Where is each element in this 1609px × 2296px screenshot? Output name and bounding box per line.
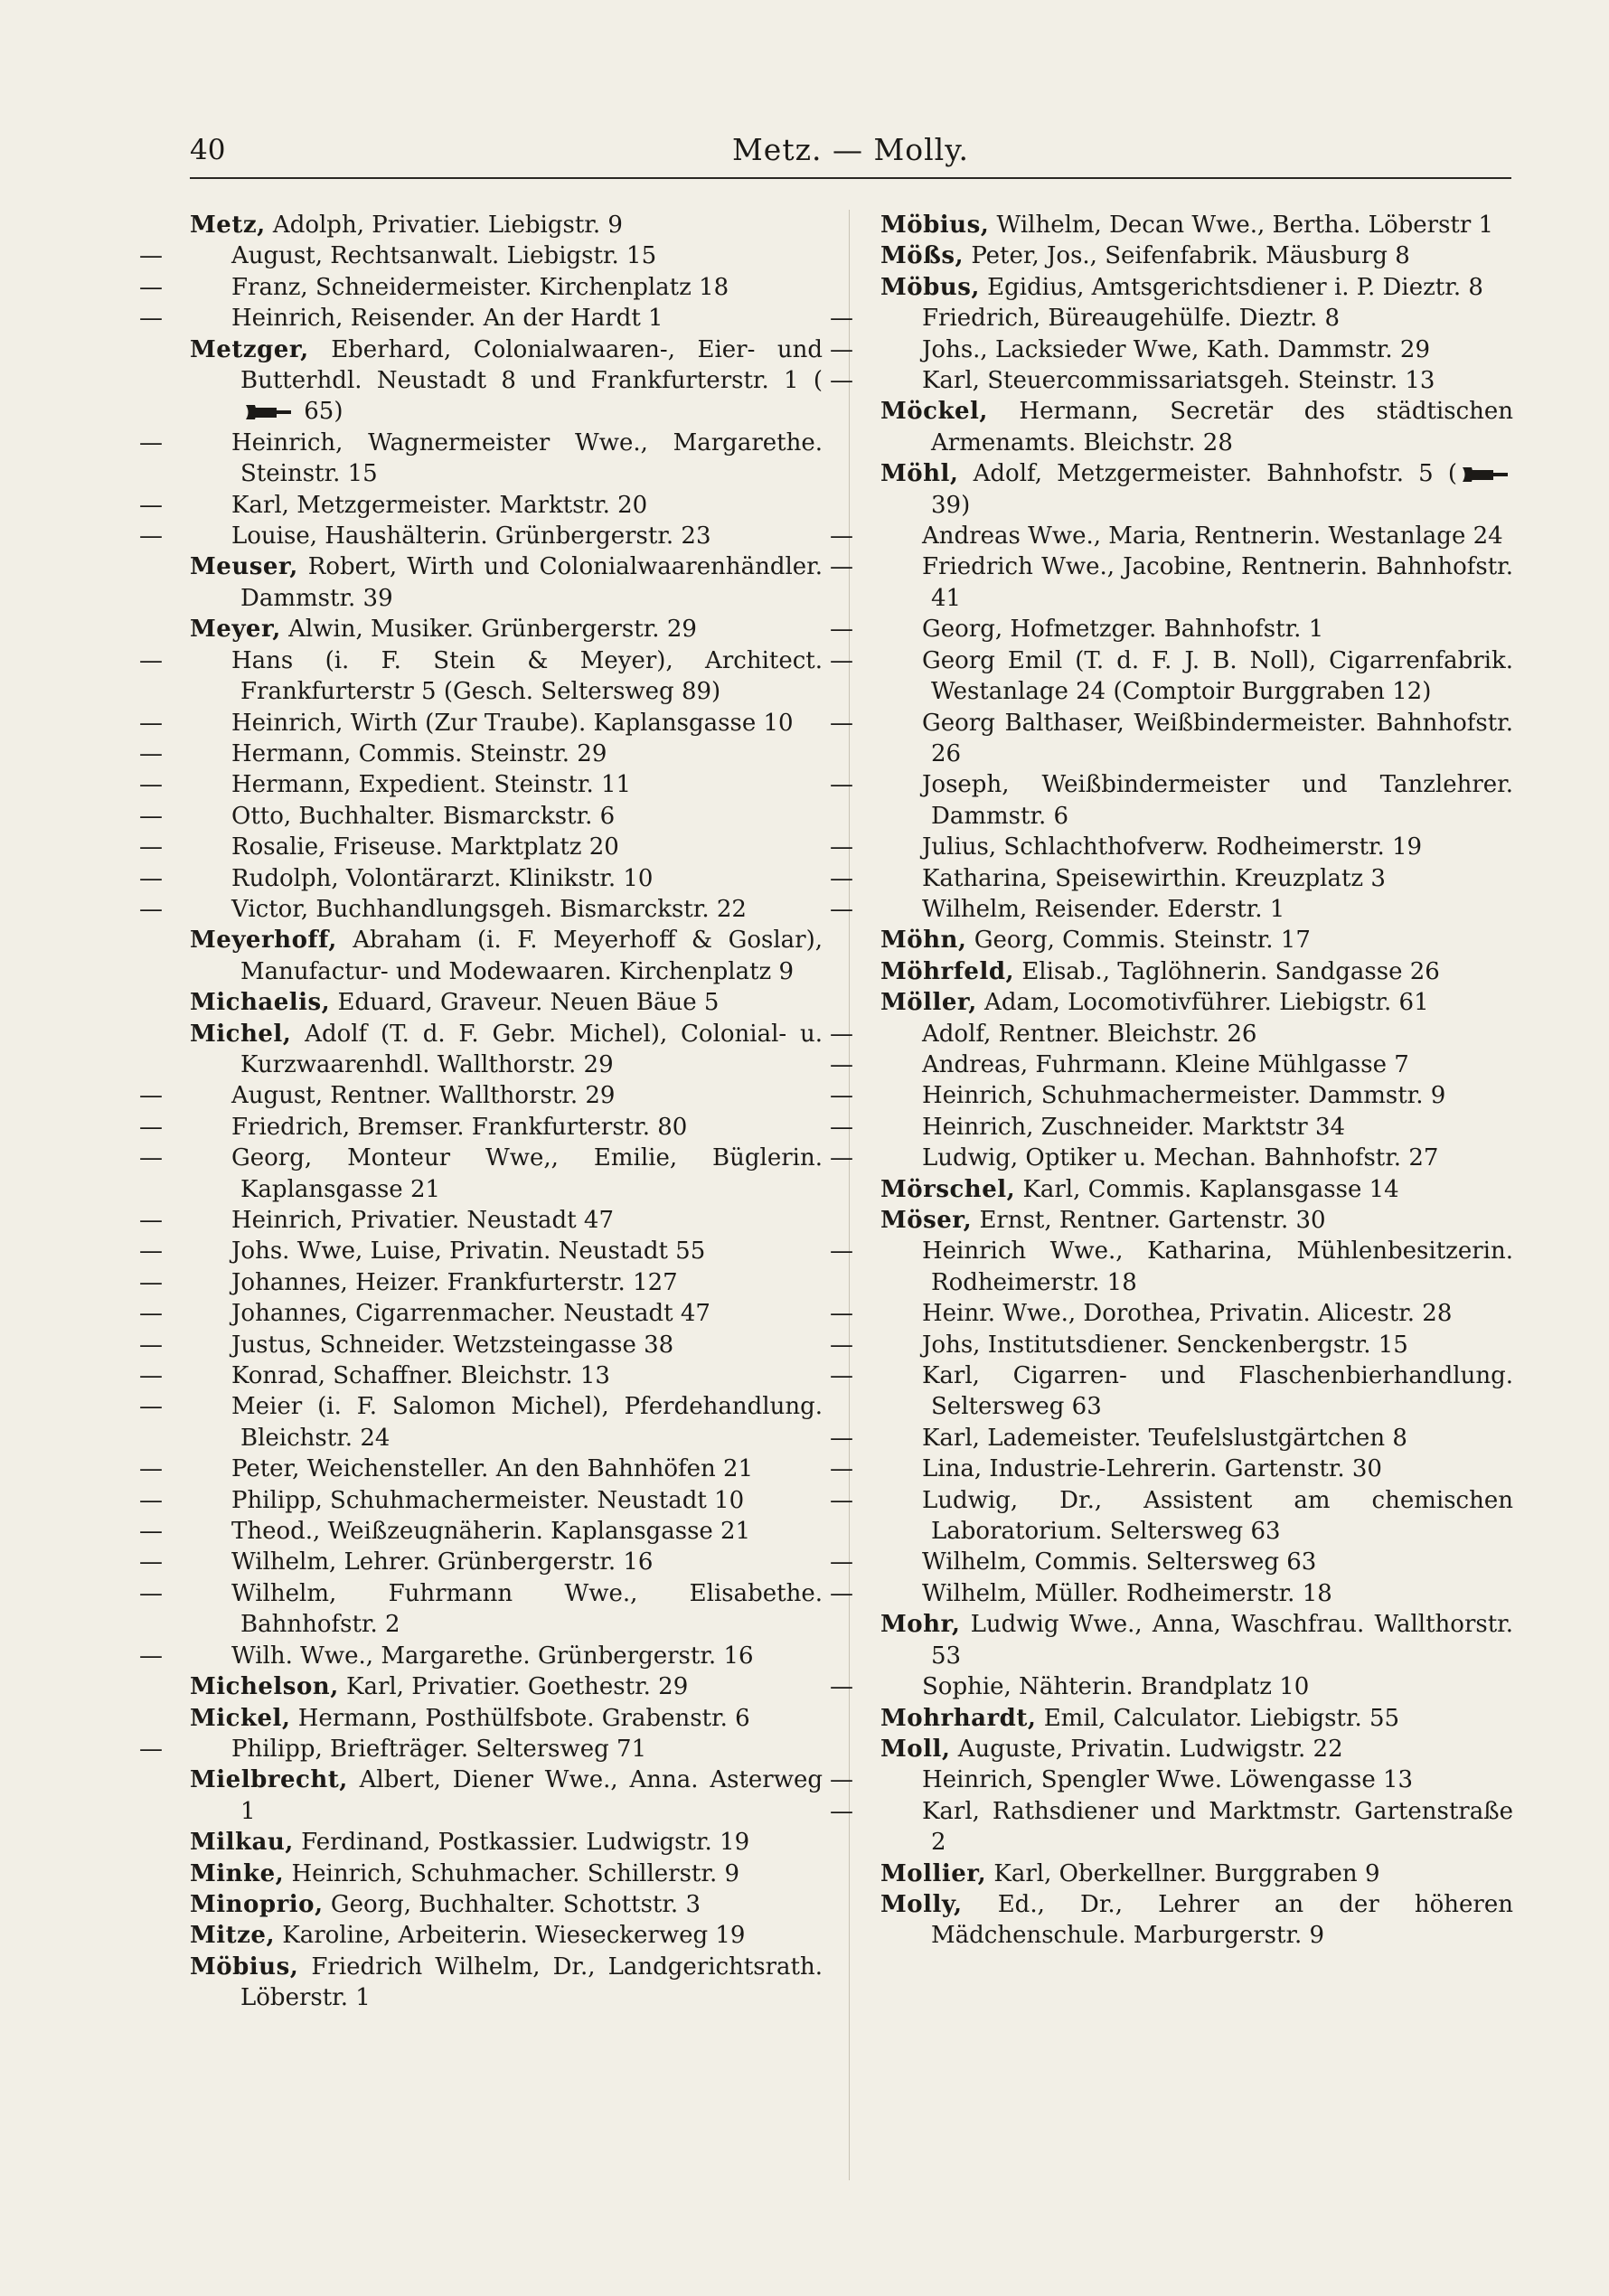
entry-text: Louise, Haushälterin. Grünbergerstr. 23 bbox=[231, 522, 711, 550]
directory-subentry bbox=[830, 365, 1513, 396]
directory-subentry bbox=[830, 645, 1513, 708]
directory-subentry bbox=[830, 832, 1513, 862]
entry-text: Meier (i. F. Salomon Michel), Pferdehandlung. Bleichstr. 24 bbox=[231, 1393, 823, 1452]
entry-text: Rudolph, Volontärarzt. Klinikstr. 10 bbox=[231, 864, 654, 892]
entry-text: Georg, Commis. Steinstr. 17 bbox=[974, 927, 1311, 955]
directory-subentry bbox=[830, 769, 1513, 832]
surname: Möser, bbox=[880, 1207, 973, 1234]
ditto-dash: — bbox=[139, 1455, 163, 1483]
column-divider bbox=[849, 210, 850, 2180]
surname: Möbius, bbox=[880, 212, 990, 239]
directory-subentry bbox=[830, 1236, 1513, 1298]
surname: Mitze, bbox=[190, 1922, 276, 1950]
left-column bbox=[139, 210, 823, 2014]
directory-subentry bbox=[830, 521, 1513, 551]
ditto-dash: — bbox=[139, 1486, 163, 1514]
entry-text: Peter, Weichensteller. An den Bahnhöfen 21 bbox=[231, 1455, 754, 1483]
directory-entry bbox=[880, 272, 1513, 303]
entry-text: Karl, Commis. Kaplansgasse 14 bbox=[1022, 1175, 1399, 1203]
entry-text: Karl, Lademeister. Teufelslustgärtchen 8 bbox=[922, 1424, 1407, 1452]
ditto-dash: — bbox=[139, 833, 163, 861]
entry-text: Johannes, Heizer. Frankfurterstr. 127 bbox=[231, 1268, 678, 1296]
entry-text: Wilhelm, Lehrer. Grünbergerstr. 16 bbox=[231, 1548, 654, 1576]
surname: Mohr, bbox=[880, 1611, 961, 1639]
directory-entry bbox=[190, 334, 823, 428]
entry-text: Johannes, Cigarrenmacher. Neustadt 47 bbox=[231, 1300, 710, 1328]
ditto-dash: — bbox=[139, 242, 163, 270]
ditto-dash: — bbox=[830, 522, 853, 550]
surname: Michaelis, bbox=[190, 989, 331, 1017]
entry-text: Heinrich, Zuschneider. Marktstr 34 bbox=[922, 1113, 1346, 1141]
entry-text: Heinrich, Schuhmachermeister. Dammstr. 9 bbox=[922, 1082, 1446, 1110]
directory-subentry bbox=[139, 1391, 823, 1454]
ditto-dash: — bbox=[139, 646, 163, 674]
ditto-dash: — bbox=[139, 1207, 163, 1234]
directory-subentry bbox=[830, 334, 1513, 365]
ditto-dash: — bbox=[139, 1331, 163, 1359]
entry-text: Karl, Oberkellner. Burggraben 9 bbox=[993, 1859, 1380, 1887]
ditto-dash: — bbox=[830, 771, 853, 799]
directory-entry bbox=[190, 614, 823, 645]
entry-text: Albert, Diener Wwe., Anna. Asterweg 1 bbox=[240, 1766, 823, 1825]
entry-text: Ludwig, Optiker u. Mechan. Bahnhofstr. 27 bbox=[922, 1144, 1439, 1172]
entry-text: Johs. Wwe, Luise, Privatin. Neustadt 55 bbox=[231, 1237, 706, 1266]
directory-subentry bbox=[830, 1019, 1513, 1049]
entry-text: Karl, Privatier. Goethestr. 29 bbox=[346, 1673, 689, 1701]
directory-entry bbox=[880, 396, 1513, 458]
entry-text: Wilhelm, Müller. Rodheimerstr. 18 bbox=[922, 1579, 1332, 1607]
directory-subentry bbox=[139, 1641, 823, 1671]
entry-text: Franz, Schneidermeister. Kirchenplatz 18 bbox=[231, 273, 729, 301]
directory-entry bbox=[880, 1858, 1513, 1889]
directory-subentry bbox=[830, 708, 1513, 770]
entry-text: Heinrich, Spengler Wwe. Löwengasse 13 bbox=[922, 1766, 1414, 1794]
entry-text: Adam, Locomotivführer. Liebigstr. 61 bbox=[984, 989, 1429, 1017]
ditto-dash: — bbox=[830, 1766, 853, 1794]
entry-text: Wilhelm, Commis. Seltersweg 63 bbox=[922, 1548, 1317, 1576]
ditto-dash: — bbox=[830, 1020, 853, 1048]
directory-subentry bbox=[830, 614, 1513, 645]
ditto-dash: — bbox=[830, 1362, 853, 1390]
directory-subentry bbox=[139, 1485, 823, 1516]
directory-subentry bbox=[139, 801, 823, 832]
directory-subentry bbox=[830, 1049, 1513, 1080]
directory-subentry bbox=[139, 1112, 823, 1143]
surname: Mielbrecht, bbox=[190, 1766, 348, 1794]
surname: Molly, bbox=[880, 1890, 963, 1918]
ditto-dash: — bbox=[830, 1486, 853, 1514]
directory-entry bbox=[880, 458, 1513, 521]
directory-subentry bbox=[139, 1080, 823, 1111]
directory-subentry bbox=[830, 1454, 1513, 1484]
directory-subentry bbox=[830, 1143, 1513, 1173]
surname: Mollier, bbox=[880, 1859, 987, 1887]
entry-text: Friedrich, Bremser. Frankfurterstr. 80 bbox=[231, 1113, 688, 1141]
entry-text: Egidius, Amtsgerichtsdiener i. P. Dieztr. 8 bbox=[987, 273, 1483, 301]
entry-text: Hans (i. F. Stein & Meyer), Architect. Frankfurterstr 5 (Gesch. Seltersweg 89) bbox=[231, 646, 823, 706]
directory-subentry bbox=[139, 490, 823, 521]
surname: Möbus, bbox=[880, 273, 980, 301]
entry-text: Emil, Calculator. Liebigstr. 55 bbox=[1043, 1704, 1400, 1732]
ditto-dash: — bbox=[139, 771, 163, 799]
directory-subentry bbox=[830, 1764, 1513, 1795]
surname: Möhn, bbox=[880, 927, 967, 955]
entry-text: Friedrich, Büreaugehülfe. Dieztr. 8 bbox=[922, 305, 1341, 333]
entry-text: Heinrich, Schuhmacher. Schillerstr. 9 bbox=[291, 1859, 740, 1887]
entry-text: Elisab., Taglöhnerin. Sandgasse 26 bbox=[1021, 957, 1440, 985]
entry-text: Rosalie, Friseuse. Marktplatz 20 bbox=[231, 833, 619, 861]
directory-entry bbox=[880, 1889, 1513, 1952]
entry-text: Heinrich, Wagnermeister Wwe., Margarethe. Steinstr. 15 bbox=[231, 428, 823, 488]
ditto-dash: — bbox=[830, 833, 853, 861]
directory-entry bbox=[190, 1889, 823, 1920]
directory-subentry bbox=[830, 1298, 1513, 1329]
ditto-dash: — bbox=[139, 1362, 163, 1390]
directory-subentry bbox=[139, 1330, 823, 1360]
directory-subentry bbox=[139, 1578, 823, 1641]
ditto-dash: — bbox=[139, 1082, 163, 1110]
entry-text: Adolf (T. d. F. Gebr. Michel), Colonial- u. Kurzwaarenhdl. Wallthorstr. 29 bbox=[240, 1020, 823, 1078]
directory-subentry bbox=[830, 1796, 1513, 1858]
ditto-dash: — bbox=[139, 428, 163, 456]
directory-subentry bbox=[139, 272, 823, 303]
entry-text: Joseph, Weißbindermeister und Tanzlehrer. Dammstr. 6 bbox=[922, 771, 1513, 830]
ditto-dash: — bbox=[139, 864, 163, 892]
ditto-dash: — bbox=[830, 1797, 853, 1825]
surname: Minoprio, bbox=[190, 1890, 324, 1918]
ditto-dash: — bbox=[830, 1424, 853, 1452]
entry-text: Johs, Institutsdiener. Senckenbergstr. 15 bbox=[922, 1331, 1408, 1359]
directory-subentry bbox=[830, 551, 1513, 614]
ditto-dash: — bbox=[139, 1642, 163, 1670]
entry-text: Georg, Buchhalter. Schottstr. 3 bbox=[330, 1890, 701, 1918]
ditto-dash: — bbox=[139, 273, 163, 301]
directory-subentry bbox=[139, 1516, 823, 1547]
entry-text: Heinrich, Wirth (Zur Traube). Kaplansgasse 10 bbox=[231, 709, 794, 737]
entry-text: Wilhelm, Decan Wwe., Bertha. Löberstr 1 bbox=[996, 212, 1494, 239]
ditto-dash: — bbox=[139, 305, 163, 333]
ditto-dash: — bbox=[139, 1393, 163, 1421]
ditto-dash: — bbox=[139, 1113, 163, 1141]
directory-entry bbox=[190, 1827, 823, 1858]
entry-text: Wilh. Wwe., Margarethe. Grünbergerstr. 16 bbox=[231, 1642, 754, 1670]
ditto-dash: — bbox=[139, 1735, 163, 1763]
surname: Milkau, bbox=[190, 1829, 294, 1857]
ditto-dash: — bbox=[139, 522, 163, 550]
surname: Michel, bbox=[190, 1020, 292, 1048]
surname: Mößs, bbox=[880, 242, 964, 270]
directory-entry bbox=[190, 1858, 823, 1889]
directory-subentry bbox=[830, 1671, 1513, 1702]
ditto-dash: — bbox=[139, 739, 163, 767]
entry-text: Hermann, Posthülfsbote. Grabenstr. 6 bbox=[297, 1704, 750, 1732]
right-column bbox=[830, 210, 1514, 1952]
directory-entry bbox=[190, 925, 823, 987]
directory-entry bbox=[880, 1734, 1513, 1764]
entry-text: Ferdinand, Postkassier. Ludwigstr. 19 bbox=[301, 1829, 750, 1857]
directory-entry bbox=[880, 1174, 1513, 1205]
surname: Möller, bbox=[880, 989, 977, 1017]
entry-text: Konrad, Schaffner. Bleichstr. 13 bbox=[231, 1362, 610, 1390]
directory-subentry bbox=[830, 1423, 1513, 1454]
directory-subentry bbox=[139, 894, 823, 925]
entry-text: Peter, Jos., Seifenfabrik. Mäusburg 8 bbox=[971, 242, 1410, 270]
directory-entry bbox=[190, 1952, 823, 2014]
directory-subentry bbox=[830, 1547, 1513, 1577]
directory-subentry bbox=[139, 739, 823, 769]
entry-text: Wilhelm, Reisender. Ederstr. 1 bbox=[922, 895, 1285, 923]
entry-text: Adolph, Privatier. Liebigstr. 9 bbox=[272, 212, 623, 239]
page-number: 40 bbox=[190, 134, 226, 166]
ditto-dash: — bbox=[830, 864, 853, 892]
directory-subentry bbox=[139, 645, 823, 708]
ditto-dash: — bbox=[830, 895, 853, 923]
entry-text: Heinr. Wwe., Dorothea, Privatin. Alicestr. 28 bbox=[922, 1300, 1453, 1328]
surname: Möbius, bbox=[190, 1953, 299, 1981]
surname: Möhrfeld, bbox=[880, 957, 1015, 985]
ditto-dash: — bbox=[139, 1579, 163, 1607]
ditto-dash: — bbox=[830, 1144, 853, 1172]
ditto-dash: — bbox=[830, 305, 853, 333]
directory-entry bbox=[190, 1920, 823, 1951]
entry-text: Ludwig, Dr., Assistent am chemischen Laboratorium. Seltersweg 63 bbox=[922, 1486, 1513, 1546]
directory-entry bbox=[880, 1205, 1513, 1236]
entry-text: Karl, Cigarren- und Flaschenbierhandlung. Seltersweg 63 bbox=[922, 1362, 1513, 1421]
surname: Meuser, bbox=[190, 553, 298, 581]
entry-text: Philipp, Schuhmachermeister. Neustadt 10 bbox=[231, 1486, 745, 1514]
ditto-dash: — bbox=[139, 1518, 163, 1546]
ditto-dash: — bbox=[830, 1548, 853, 1576]
ditto-dash: — bbox=[139, 491, 163, 519]
ditto-dash: — bbox=[830, 1237, 853, 1266]
ditto-dash: — bbox=[830, 1455, 853, 1483]
directory-subentry bbox=[139, 303, 823, 334]
directory-entry bbox=[880, 240, 1513, 271]
directory-subentry bbox=[830, 303, 1513, 334]
entry-text: Lina, Industrie-Lehrerin. Gartenstr. 30 bbox=[922, 1455, 1382, 1483]
entry-text: Heinrich, Privatier. Neustadt 47 bbox=[231, 1207, 614, 1234]
entry-text: Victor, Buchhandlungsgeh. Bismarckstr. 22 bbox=[231, 895, 747, 923]
entry-text: Wilhelm, Fuhrmann Wwe., Elisabethe. Bahnhofstr. 2 bbox=[231, 1579, 823, 1639]
surname: Michelson, bbox=[190, 1673, 339, 1701]
entry-text: Eduard, Graveur. Neuen Bäue 5 bbox=[337, 989, 720, 1017]
entry-text: Hermann, Commis. Steinstr. 29 bbox=[231, 739, 607, 767]
ditto-dash: — bbox=[830, 1113, 853, 1141]
surname: Möhl, bbox=[880, 460, 959, 488]
entry-text: Heinrich Wwe., Katharina, Mühlenbesitzerin. Rodheimerstr. 18 bbox=[922, 1237, 1513, 1296]
entry-text: Adolf, Rentner. Bleichstr. 26 bbox=[922, 1020, 1257, 1048]
directory-subentry bbox=[830, 863, 1513, 894]
directory-subentry bbox=[139, 1143, 823, 1205]
entry-text: Hermann, Expedient. Steinstr. 11 bbox=[231, 771, 632, 799]
surname: Mickel, bbox=[190, 1704, 291, 1732]
running-title: Metz. — Molly. bbox=[732, 132, 969, 167]
entry-text: Auguste, Privatin. Ludwigstr. 22 bbox=[957, 1735, 1343, 1763]
directory-subentry bbox=[830, 894, 1513, 925]
directory-entry bbox=[880, 987, 1513, 1018]
directory-subentry bbox=[139, 1267, 823, 1298]
directory-subentry bbox=[830, 1330, 1513, 1360]
ditto-dash: — bbox=[830, 335, 853, 363]
entry-text: Andreas Wwe., Maria, Rentnerin. Westanlage 24 bbox=[922, 522, 1503, 550]
directory-subentry bbox=[139, 240, 823, 271]
entry-text: Adolf, Metzgermeister. Bahnhofstr. 5 ( bbox=[973, 460, 1458, 488]
pointing-hand-icon bbox=[244, 402, 293, 422]
ditto-dash: — bbox=[830, 1673, 853, 1701]
entry-text: Ed., Dr., Lehrer an der höheren Mädchenschule. Marburgerstr. 9 bbox=[931, 1890, 1513, 1950]
directory-entry bbox=[880, 956, 1513, 987]
surname: Metz, bbox=[190, 212, 266, 239]
directory-entry bbox=[190, 1703, 823, 1734]
ditto-dash: — bbox=[139, 1144, 163, 1172]
surname: Moll, bbox=[880, 1735, 951, 1763]
ditto-dash: — bbox=[830, 367, 853, 395]
pointing-hand-icon bbox=[1461, 465, 1510, 485]
surname: Minke, bbox=[190, 1859, 285, 1887]
ditto-dash: — bbox=[139, 1548, 163, 1576]
directory-subentry bbox=[139, 1547, 823, 1577]
entry-text: Georg, Hofmetzger. Bahnhofstr. 1 bbox=[922, 616, 1324, 644]
ditto-dash: — bbox=[139, 709, 163, 737]
entry-text: Karl, Metzgermeister. Marktstr. 20 bbox=[231, 491, 648, 519]
directory-subentry bbox=[139, 1236, 823, 1266]
directory-subentry bbox=[139, 1298, 823, 1329]
directory-entry bbox=[190, 551, 823, 614]
page-header bbox=[190, 127, 1511, 179]
directory-subentry bbox=[139, 521, 823, 551]
directory-subentry bbox=[139, 832, 823, 862]
directory-subentry bbox=[139, 1360, 823, 1391]
directory-subentry bbox=[139, 428, 823, 490]
ditto-dash: — bbox=[830, 709, 853, 737]
ditto-dash: — bbox=[830, 553, 853, 581]
ditto-dash: — bbox=[139, 1237, 163, 1266]
entry-text: Heinrich, Reisender. An der Hardt 1 bbox=[231, 305, 663, 333]
directory-subentry bbox=[139, 708, 823, 739]
entry-text: Ludwig Wwe., Anna, Waschfrau. Wallthorstr. 53 bbox=[931, 1611, 1514, 1670]
entry-text: Johs., Lacksieder Wwe, Kath. Dammstr. 29 bbox=[922, 335, 1430, 363]
directory-subentry bbox=[830, 1360, 1513, 1423]
directory-entry bbox=[880, 1703, 1513, 1734]
ditto-dash: — bbox=[139, 1268, 163, 1296]
ditto-dash: — bbox=[830, 1331, 853, 1359]
entry-text: Katharina, Speisewirthin. Kreuzplatz 3 bbox=[922, 864, 1386, 892]
directory-subentry bbox=[139, 1454, 823, 1484]
entry-text: Karoline, Arbeiterin. Wieseckerweg 19 bbox=[282, 1922, 746, 1950]
entry-text: Theod., Weißzeugnäherin. Kaplansgasse 21 bbox=[231, 1518, 751, 1546]
directory-entry bbox=[190, 1671, 823, 1702]
ditto-dash: — bbox=[830, 1300, 853, 1328]
entry-text: Alwin, Musiker. Grünbergerstr. 29 bbox=[288, 616, 697, 644]
directory-entry bbox=[190, 987, 823, 1018]
entry-text: Friedrich Wilhelm, Dr., Landgerichtsrath. Löberstr. 1 bbox=[240, 1953, 823, 2012]
directory-subentry bbox=[139, 769, 823, 800]
entry-text: Sophie, Nähterin. Brandplatz 10 bbox=[922, 1673, 1310, 1701]
entry-text: Georg Emil (T. d. F. J. B. Noll), Cigarrenfabrik. Westanlage 24 (Comptoir Burggraben 12) bbox=[922, 646, 1513, 706]
directory-subentry bbox=[830, 1080, 1513, 1111]
ditto-dash: — bbox=[830, 1082, 853, 1110]
directory-subentry bbox=[139, 1205, 823, 1236]
ditto-dash: — bbox=[139, 802, 163, 830]
entry-text-tail: 65) bbox=[296, 398, 343, 426]
surname: Meyerhoff, bbox=[190, 927, 337, 955]
directory-entry bbox=[880, 210, 1513, 240]
entry-text: Hermann, Secretär des städtischen Armenamts. Bleichstr. 28 bbox=[931, 398, 1514, 456]
entry-text: Robert, Wirth und Colonialwaarenhändler. Dammstr. 39 bbox=[240, 553, 823, 612]
ditto-dash: — bbox=[830, 646, 853, 674]
surname: Metzger, bbox=[190, 335, 309, 363]
entry-text: Ernst, Rentner. Gartenstr. 30 bbox=[979, 1207, 1326, 1234]
entry-text: August, Rechtsanwalt. Liebigstr. 15 bbox=[231, 242, 657, 270]
ditto-dash: — bbox=[830, 1579, 853, 1607]
entry-text: Andreas, Fuhrmann. Kleine Mühlgasse 7 bbox=[922, 1050, 1409, 1078]
entry-text: August, Rentner. Wallthorstr. 29 bbox=[231, 1082, 616, 1110]
ditto-dash: — bbox=[830, 1050, 853, 1078]
directory-subentry bbox=[139, 1734, 823, 1764]
directory-entry bbox=[190, 1764, 823, 1827]
directory-entry bbox=[880, 1609, 1513, 1671]
entry-text: Georg, Monteur Wwe,, Emilie, Büglerin. Kaplansgasse 21 bbox=[231, 1144, 823, 1203]
entry-text: Justus, Schneider. Wetzsteingasse 38 bbox=[231, 1331, 674, 1359]
entry-text: Otto, Buchhalter. Bismarckstr. 6 bbox=[231, 802, 616, 830]
surname: Möckel, bbox=[880, 398, 988, 426]
directory-subentry bbox=[139, 863, 823, 894]
surname: Mörschel, bbox=[880, 1175, 1016, 1203]
entry-text: Abraham (i. F. Meyerhoff & Goslar), Manufactur- und Modewaaren. Kirchenplatz 9 bbox=[240, 927, 823, 985]
directory-subentry bbox=[830, 1112, 1513, 1143]
entry-text-tail: 39) bbox=[931, 491, 971, 519]
entry-text: Karl, Rathsdiener und Marktmstr. Gartenstraße 2 bbox=[922, 1797, 1513, 1857]
directory-subentry bbox=[830, 1485, 1513, 1548]
entry-text: Georg Balthaser, Weißbindermeister. Bahnhofstr. 26 bbox=[922, 709, 1513, 767]
surname: Meyer, bbox=[190, 616, 281, 644]
directory-subentry bbox=[830, 1578, 1513, 1609]
directory-entry bbox=[190, 210, 823, 240]
directory-entry bbox=[190, 1019, 823, 1081]
directory-entry bbox=[880, 925, 1513, 955]
ditto-dash: — bbox=[139, 895, 163, 923]
ditto-dash: — bbox=[139, 1300, 163, 1328]
entry-text: Karl, Steuercommissariatsgeh. Steinstr. 13 bbox=[922, 367, 1435, 395]
ditto-dash: — bbox=[830, 616, 853, 644]
entry-text: Eberhard, Colonialwaaren-, Eier- und Butterhdl. Neustadt 8 und Frankfurterstr. 1 ( bbox=[240, 335, 823, 395]
entry-text: Philipp, Briefträger. Seltersweg 71 bbox=[231, 1735, 647, 1763]
surname: Mohrhardt, bbox=[880, 1704, 1037, 1732]
entry-text: Julius, Schlachthofverw. Rodheimerstr. 19 bbox=[922, 833, 1423, 861]
entry-text: Friedrich Wwe., Jacobine, Rentnerin. Bahnhofstr. 41 bbox=[922, 553, 1513, 612]
